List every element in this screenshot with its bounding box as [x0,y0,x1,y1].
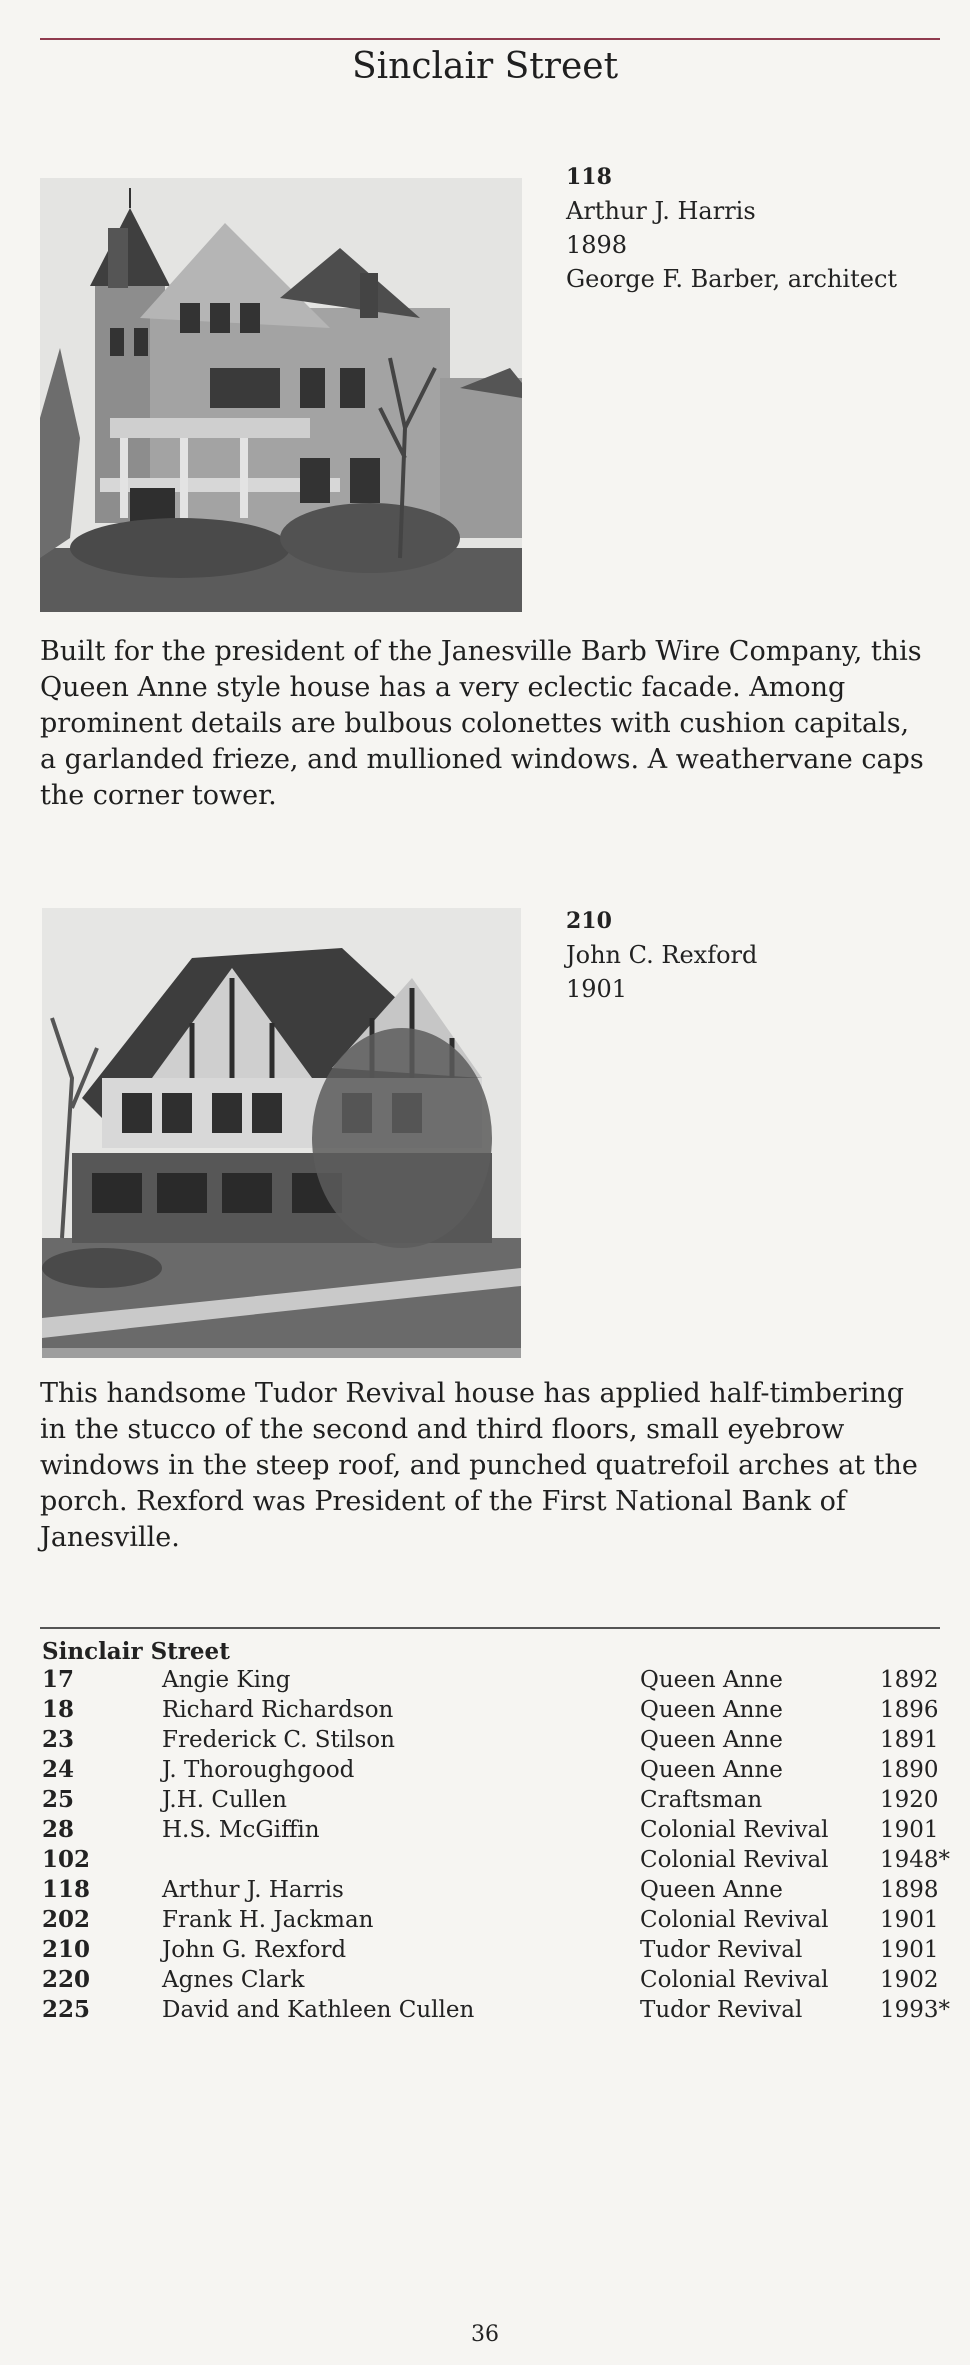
row-number: 17 [42,1666,75,1693]
caption-architect: George F. Barber, architect [566,265,898,293]
page-number: 36 [471,2322,499,2347]
row-owner [162,1845,640,1875]
row-owner: J. Thoroughgood [162,1757,355,1783]
row-owner: David and Kathleen Cullen [162,1997,475,2023]
row-owner: John G. Rexford [162,1937,347,1963]
row-year: 1891 [880,1727,939,1753]
row-number: 24 [42,1756,75,1783]
table-heading: Sinclair Street [42,1638,230,1665]
table-rule [40,1627,940,1629]
row-owner: Richard Richardson [162,1697,394,1723]
row-number: 28 [42,1816,75,1843]
table-row [42,1905,950,1935]
row-style: Queen Anne [640,1697,783,1723]
row-number: 23 [42,1726,75,1753]
row-number: 118 [42,1876,91,1903]
caption-number: 210 [566,908,612,934]
table-row [42,1995,950,2025]
queen-anne-house-image [40,178,522,612]
row-style: Craftsman [640,1787,763,1813]
row-style: Colonial Revival [640,1847,829,1873]
caption-owner: Arthur J. Harris [566,197,756,225]
row-number: 220 [42,1966,91,1993]
row-number: 18 [42,1696,75,1723]
row-year: 1993* [880,1997,951,2023]
description-210: This handsome Tudor Revival house has applied half-timbering in the stucco of the second and third floors, small eyebrow windows in the steep roof, and punched quatrefoil arches at the porch. Rexford was President of the First National Bank of Janesville. [40,1378,918,1553]
row-owner: Frederick C. Stilson [162,1727,395,1753]
row-year: 1901 [880,1817,939,1843]
table-row [42,1785,950,1815]
description-118: Built for the president of the Janesville Barb Wire Company, this Queen Anne style house has a very eclectic facade. Among prominent details are bulbous colonettes with cushion capitals, a garlanded frieze, and mullioned windows. A weathervane caps the corner tower. [40,636,924,811]
house-photo-210 [42,908,521,1358]
row-style: Queen Anne [640,1757,783,1783]
row-number: 225 [42,1996,91,2023]
row-owner: J.H. Cullen [162,1787,287,1813]
row-number: 202 [42,1906,91,1933]
table-row [42,1725,950,1755]
row-number: 210 [42,1936,91,1963]
caption-year: 1901 [566,975,628,1003]
row-year: 1892 [880,1667,939,1693]
table-row [42,1815,950,1845]
row-style: Tudor Revival [640,1937,803,1963]
row-number: 102 [42,1846,91,1873]
row-style: Tudor Revival [640,1997,803,2023]
row-year: 1920 [880,1787,939,1813]
caption-210 [566,904,757,1006]
header-rule [40,38,940,40]
row-owner: H.S. McGiffin [162,1817,320,1843]
row-style: Queen Anne [640,1727,783,1753]
row-owner: Arthur J. Harris [162,1877,344,1903]
row-year: 1902 [880,1967,939,1993]
page-title: Sinclair Street [351,46,619,87]
house-list-table [42,1665,950,2025]
row-year: 1898 [880,1877,939,1903]
table-row [42,1755,950,1785]
table-row [42,1845,950,1875]
row-style: Queen Anne [640,1877,783,1903]
row-style: Colonial Revival [640,1907,829,1933]
caption-118 [566,160,897,296]
row-style: Colonial Revival [640,1817,829,1843]
table-row [42,1965,950,1995]
table-row [42,1695,950,1725]
caption-owner: John C. Rexford [566,941,758,969]
caption-number: 118 [566,164,612,190]
row-owner: Frank H. Jackman [162,1907,374,1933]
row-year: 1896 [880,1697,939,1723]
table-row [42,1875,950,1905]
tudor-revival-house-image [42,908,521,1358]
house-photo-118 [40,178,522,612]
table-row [42,1665,950,1695]
row-owner: Agnes Clark [162,1967,305,1993]
row-style: Colonial Revival [640,1967,829,1993]
row-year: 1890 [880,1757,939,1783]
row-owner: Angie King [162,1667,291,1693]
caption-year: 1898 [566,231,628,259]
row-number: 25 [42,1786,75,1813]
row-year: 1901 [880,1937,939,1963]
table-row [42,1935,950,1965]
row-year: 1901 [880,1907,939,1933]
row-style: Queen Anne [640,1667,783,1693]
row-year: 1948* [880,1847,951,1873]
